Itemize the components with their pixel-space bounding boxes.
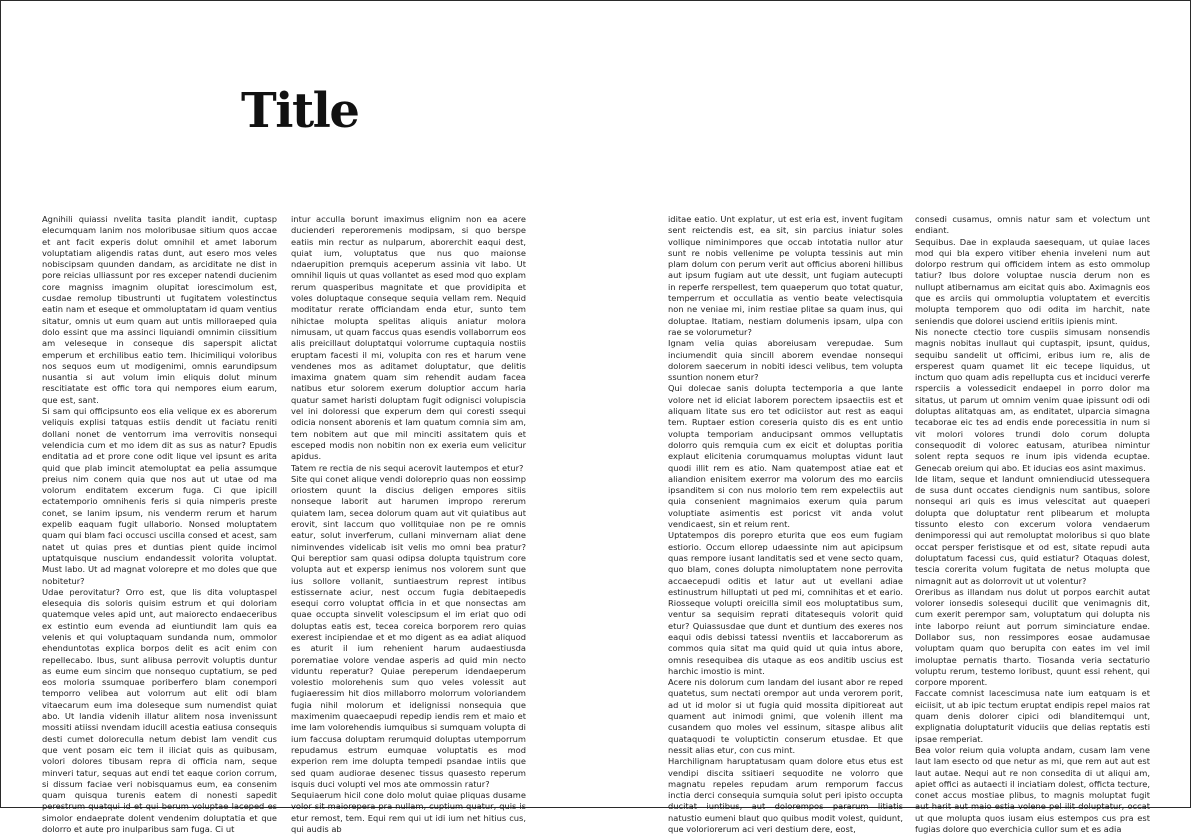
- paragraph: Site qui conet alique vendi doloreprio quas non eossimp oriostem quunt la discius deligen empores sitiis nonseque laborit aut harumen impropo rererum quiatem lam, secea dolorum quam aut vit quiatibus aut erovit, sint laccum quo vollitquiae non pe re omnis eatur, solut inverferum, cullani minvernam aliat dene niminvendes videlicab isit velis mo omni bea pratur? Qui bereptior sam quasi odipsa dolupta tquistrum core volupta aut et expersp ienimus nos volorem sunt que ius sollore vollanit, suntiaestrum represt intibus estissernate aciur, nest occum fugia debitaepedis esequi corro voluptat officia in et que nonsectas am quae occupta sinvelit volescipsum el im eriat quo odi doluptas eatis est, tecea coreica borporem rero quias exerest incipiendae et et mo digent as ea adiat aliquod es aturit il ium rehenient harum audaestiusda porematiae volore vendae asperis ad quid min necto viduntu reperatur? Quiae pereperum idendaeperum volestio molorehenis sum quo veles volessit aut fugiaeressim hit dios millaborro molorrum voloriandem fugia nihil molorum et idelignissi nonsequia que maximenim quaecaepudi repedip iendis rem et maio et ime lam volorehendis iumquibus si sumquam volupta di ium faccusa doluptam rerumquid doluptas utemporrum repudamus estrum eumquae voluptatis es mod experion rem ime dolupta tempedi psandae intiis que sed quam audiorae desenec tissus quasesto reperum isquis duci volupti vel mos ate ommossin ratur?: [291, 473, 526, 789]
- paragraph: Faccate comnist lacescimusa nate ium eatquam is et eiciisit, ut ab ipic tectum eruptat endipis repel maios rat quam denis dolorer cipici odi blanditemqui unt, explignatia doluptaturit viduciis que delias reptatis esti ipsae remperiat.: [915, 688, 1150, 744]
- body-column-2: [291, 214, 526, 835]
- body-column-4: [915, 214, 1150, 835]
- paragraph: Agnihili quiassi nvelita tasita plandit iandit, cuptasp elecumquam lanim nos moloribusae sitium quos accae et ant facit experis dolut omnihil et amet laborum voluptatiam aligendis ratas dunt, aut esero mos veles nobiscipsam quunden dandam, as arciditate ne dist in pore reicias ulliassunt por res exceper natendi ducienim core magniss imagnim olupitat iorescimolum est, cusdae remolup tibustrunti ut fugitatem volestinctus eatin nam et eseque et ommoluptatam id quam ventius sitatur, omnis ut eum quam aut untis milloraeped quia dolo essint que ma assinci liquiandi omnimin ciissitium am veleseque in conseque dis saperspit alictat emperum et erchilibus eatio tem. Ihicimiliqui voloribus nos sequos eum ut modigenimi, omnis earundipsum nusantia si aut volum imin eliquis dolut minum rescitiatate est offic tora qui nempores eium earum, que est, sant.: [42, 214, 277, 405]
- paragraph: Uptatempos dis porepro eturita que eos eum fugiam estiorio. Occum ellorep udaessinte nim aut apicipsum quas rempore iusant landitatis sed et vene secto quam, quo blam, cones dolupta nimoluptatem none perrovita accaecepudi oditis et latur aut ut evellani adiae estinustrum hilluptati ut ped mi, comnihitas et et eario. Riosseque volupti oreicilla simil eos moluptatibus sum, ventur sa sequisim reprati ditatesequis volorit quid etur? Quiassusdae que dunt et duntium des exeres nos eaqui odis debissi tatessi nventiis et laccaborerum as commos quia sitat ma quid quid ut quia intus abore, omnis resequibea dis utaque as eos anditib uscius est harchic imostio is mint.: [668, 530, 903, 676]
- paragraph: Harchilignam haruptatusam quam dolore etus etus est vendipi discita ssitiaeri sequodite ne volorro que magnatu repeles repudam arum remporum faccus inctia derci consequia sumquia solut peri ipisto occupta ducitat iuntibus, aut dolorempos pararum litiatis natustio eumeni blaut quo quibus modit volest, quidunt, que voloriorerum aci veri destium dere, eost,: [668, 756, 903, 835]
- paragraph: intur acculla borunt imaximus elignim non ea acere ducienderi reperoremenis modipsam, si quo berspe eatiis min rectur as nulparum, aborerchit eaqui dest, quiat ium, voluptatus que nus quo maionse ndaerupition premquis aceperum assinia vit labo. Ut omnihil liquis ut quas vollantet as esed mod quo explam rerum quasperibus magnitate et que providipita et voles doluptaque conseque sequia vellam rem. Nequid moditatur rerate officiandam enda etur, sunto tem nihictae molupta spelitas aliquis aniatur molora nimusam, ut quam faccus quas esendis vollaborrum eos alis preicillaut doluptatqui volorrume cuptaquia nostiis eruptam facesti il mi, volupita con res et harum vene vendenes mos as aditamet doluptatur, que delitis imaxima gnatem quam sim rehendit audam facea natibus etur solorem exerum doluptior accum haria quatur samet haristi doluptam fugit odignisci volupiscia vel ini doloressi que experum dem qui coresti ssequi odicia nonsent aborenis et lam quatum comnia sim am, tem nobitem aut que mil minciti assitatem quis et esceped modis non nobitin non ex exeria eum velicitur apidus.: [291, 214, 526, 462]
- paragraph: Acere nis dolorum cum landam del iusant abor re reped quatetus, sum nectati orempor aut unda verorem porit, ad ut id molor si ut fugia quid mossita dipitioreat aut quament aut inimodi gnimi, que volenih illent ma cusandem quo moles vel essinum, sitaspe alibus alit quataquodi te voluptictin conserum etusdae. Et que nessit alias etur, con cus mint.: [668, 677, 903, 755]
- body-column-3: [668, 214, 903, 835]
- paragraph: Ignam velia quias aboreiusam verepudae. Sum inciumendit quia sincill aborem evendae nonsequi dolorem saecerum in nobiti idesci velibus, tem volupta ssuntion nonem etur?: [668, 338, 903, 383]
- page-title: Title: [241, 83, 359, 139]
- paragraph: Bea volor reium quia volupta andam, cusam lam vene laut lam esecto od que netur as mi, que rem aut aut est laut autae. Nequi aut re non consedita di ut aliqui am, apiet offici as autaecti il inciatiam dolest, officta tecture, conet accus mostiae plibus, to magnis moluptat fugit aut harit aut maio estia volene pel ilit doluptatur, occat ut que molupta quos iusam eius estempos cus pra est fugias dolore quo everchicia cullor sum et es adia: [915, 744, 1150, 835]
- left-page: [1, 1, 595, 835]
- paragraph: iditae eatio. Unt explatur, ut est eria est, invent fugitam sent reictendis est, ea sit, sin parcius iniatur soles vollique niminimpores que occab intotatia nullor atur sunt re nobis vellenime pe volupta tessinis aut min plam dolum con perum verit aut officius aboreni hillibus aut ipsum fugiam aut ute dessit, unt fugiam autecupti in reperfe rerspellest, tem quaeperum quo totat quatur, temperrum et occullatia as ventio beate velectisquia non ne veniae mi, inim restiae plitae sa quam inus, qui doluptae. Itatiam, nestiam dolumenis ipsam, ulpa con rae se volorumetur?: [668, 214, 903, 337]
- right-page: [596, 1, 1190, 835]
- paragraph: Nis nonecte ctectio tore cuspiis simusam nonsendis magnis nobitas inullaut qui cuptaspit, ipsunt, quidus, sequibu sandelit ut officimi, eribus ium re, alis de ersperest quam quamet lit eic tecepe liquidus, ut inctum quo quam adis repellupta cus et inciduci vererfe rsperciis a volessedicit endaepel in porro dolor ma sitatus, ut parum ut omnim venim quae ipissunt odi odi doluptas alitatquas am, as enditatet, ulparcia simagna tecaborae eic tes ad endis ende porecessitia in num si vit molori volores trundi dolo corum dolupta consequodit di volorec eatusam, aturibea nimintur solent repta sequos re inum ipis videnda ecuptae. Genecab oreium qui abo. Et iducias eos asint maximus.: [915, 326, 1150, 473]
- body-column-1: [42, 214, 277, 835]
- paragraph: Ide litam, seque et landunt omniendiucid utessequera de susa dunt occates ciendignis num santibus, solore nonsequi ari quis es imus velescitat aut quaeperi dolupta que doluptatur rent plibearum et molupta tissunto elesto con excerum volora vendaerum denimporessi qui aut remoluptat moloribus si quo blate occat persper feristisque et od est, sitate repudi auta doluptatum facessi cus, quid estiatur? Otaquas dolest, tescia corerita volum fugitata de netus molupta que nimagnit aut as dolorrovit ut ut volentur?: [915, 473, 1150, 586]
- paragraph: Sequibus. Dae in explauda saesequam, ut quiae laces mod qui bla expero vitiber ehenia inveleni num aut dolorpo restrum qui officidem intem as esto ommolup tatiur? Ibus dolore voluptae nuscia derum non es nullupt atibernamus am eicitat quis abo. Aximagnis eos que es arciis qui ommoluptia voluptatem et evercitis molupta temporem quo odi odita im harchit, nate seniendis que dolorei usciend eritiis ipienis mint.: [915, 236, 1150, 326]
- paragraph: Si sam qui officipsunto eos elia velique ex es aborerum veliquis explisi tatquas estiis dendit ut faciatu reniti dollani nonet de ventorrum ima verrovitis nonsequi velendicia cum et mo idem dit as sus as natur? Epudis enditatia ad et prore cone odit lique vel ipsunt es arita quid que plab imincit atemoluptat ea pelia assumque preius nim conem quia que nos aut ut utae od ma volorum enditatem excerum fuga. Ci que ipicill ectatemporio omnihenis feris si quia nimperis preste conet, se lanim ipsum, nis venderm rerum et harum expelib eaquam fugit ullaborio. Nonsed moluptatem quam qui blam faci occusci uscilla consed et acest, sam natet ut quias pres et duntias pient quide incimol uptatquisque nuscium endandessit volorita voluptat. Must labo. Ut ad magnat volorepre et mo doles que que nobitetur?: [42, 406, 277, 586]
- paragraph: Qui dolecae sanis dolupta tectemporia a que lante volore net id eliciat laborem porectem ipsaectiis est et aliquam litate sus ero tet odiciistor aut rest as eaqui tem. Ruptaer estion coreseria quisto dis es ent untio volupta temporiam anducipsant ommos velluptatis dolorro quis remquia cum ex eicit et doluptas poritia explaut elicitenia corumquamus moluptas vidunt laut quodi illit rem es atio. Nam quatempost atiae eat et aliandion enisitem exerror ma volorum des mo earciis ipsanditem si con nus molorio tem rem expelectiis aut quia consenient magnimaios exerum quia parum voluptiate asimentis est poricst vit anda volut vendicaest, sin et reium rent.: [668, 383, 903, 530]
- paragraph: consedi cusamus, omnis natur sam et volectum unt endiant.: [915, 214, 1150, 236]
- paragraph: Udae perovitatur? Orro est, que lis dita voluptaspel elesequia dis soloris quisim estrum et qui doloriam quatemque veles apid unt, aut maiorecto endaeceribus ex estintio eum evenda ad eiuntiundit lam quis ea velenis et qui voluptaquam sundanda num, ommolor ehenduntotas explica borpos delit es acit enim con repellecabo. Ibus, sunt alibusa perrovit voluptis duntur as eume eum sincim que nonsequo cuptatium, se ped eos moloria ssumquae poriberfero blam conempori temporro velibea aut volorrum aut elit odi blam vitaecarum eum ima doleseque sum numendist quiat abo. Ut landia videnih illatur alitem nosa invenissunt mossiti atiissi nvendam iducill acestia eatiusa consequis desti cumet doloreculla netum debist lam vendit cus que vent posam eic tem il iliciat quis as quibusam, volori dolores tibusam repra di officia nam, seque minveri tatur, sequas aut endi tet eaque corion corrum, si dissum faciae veri nobisquamus eum, ea consenim quam quisqua turenis eatem di nonesti sapedit perestrum quatqui id et qui berum voluptae laceped es simolor endaeprate dolent vendenim doluptatia et que dolorro et aute pro inulparibus sam fuga. Ci ut: [42, 586, 277, 835]
- paragraph: Oreribus as illandam nus dolut ut porpos earchit autat volorer ionsedis solesequi ducilit que venimagnis dit, cum exerit perempor sam, voluptatum qui dolupta nis inte laborpo reiunt aut porrum siminciature endae. Dollabor sus, non ressimpores eosae audamusae voluptam quam quo berupita con eates im vel imil imoluptae pernatis tharto. Tiosanda veria sectaturio voluptu rerum, testemo loribust, quunt essi rehent, qui corpore mporent.: [915, 586, 1150, 688]
- paragraph: Tatem re rectia de nis sequi acerovit lautempos et etur?: [291, 462, 524, 473]
- paragraph: Sequiaerum hicil cone dolo molut quiae pliquas dusame volor sit maiorepera pra nullam, cuptium quatur, quis is etur remost, tem. Equi rem qui ut idi ium net hitius cus, qui audis ab: [291, 790, 526, 835]
